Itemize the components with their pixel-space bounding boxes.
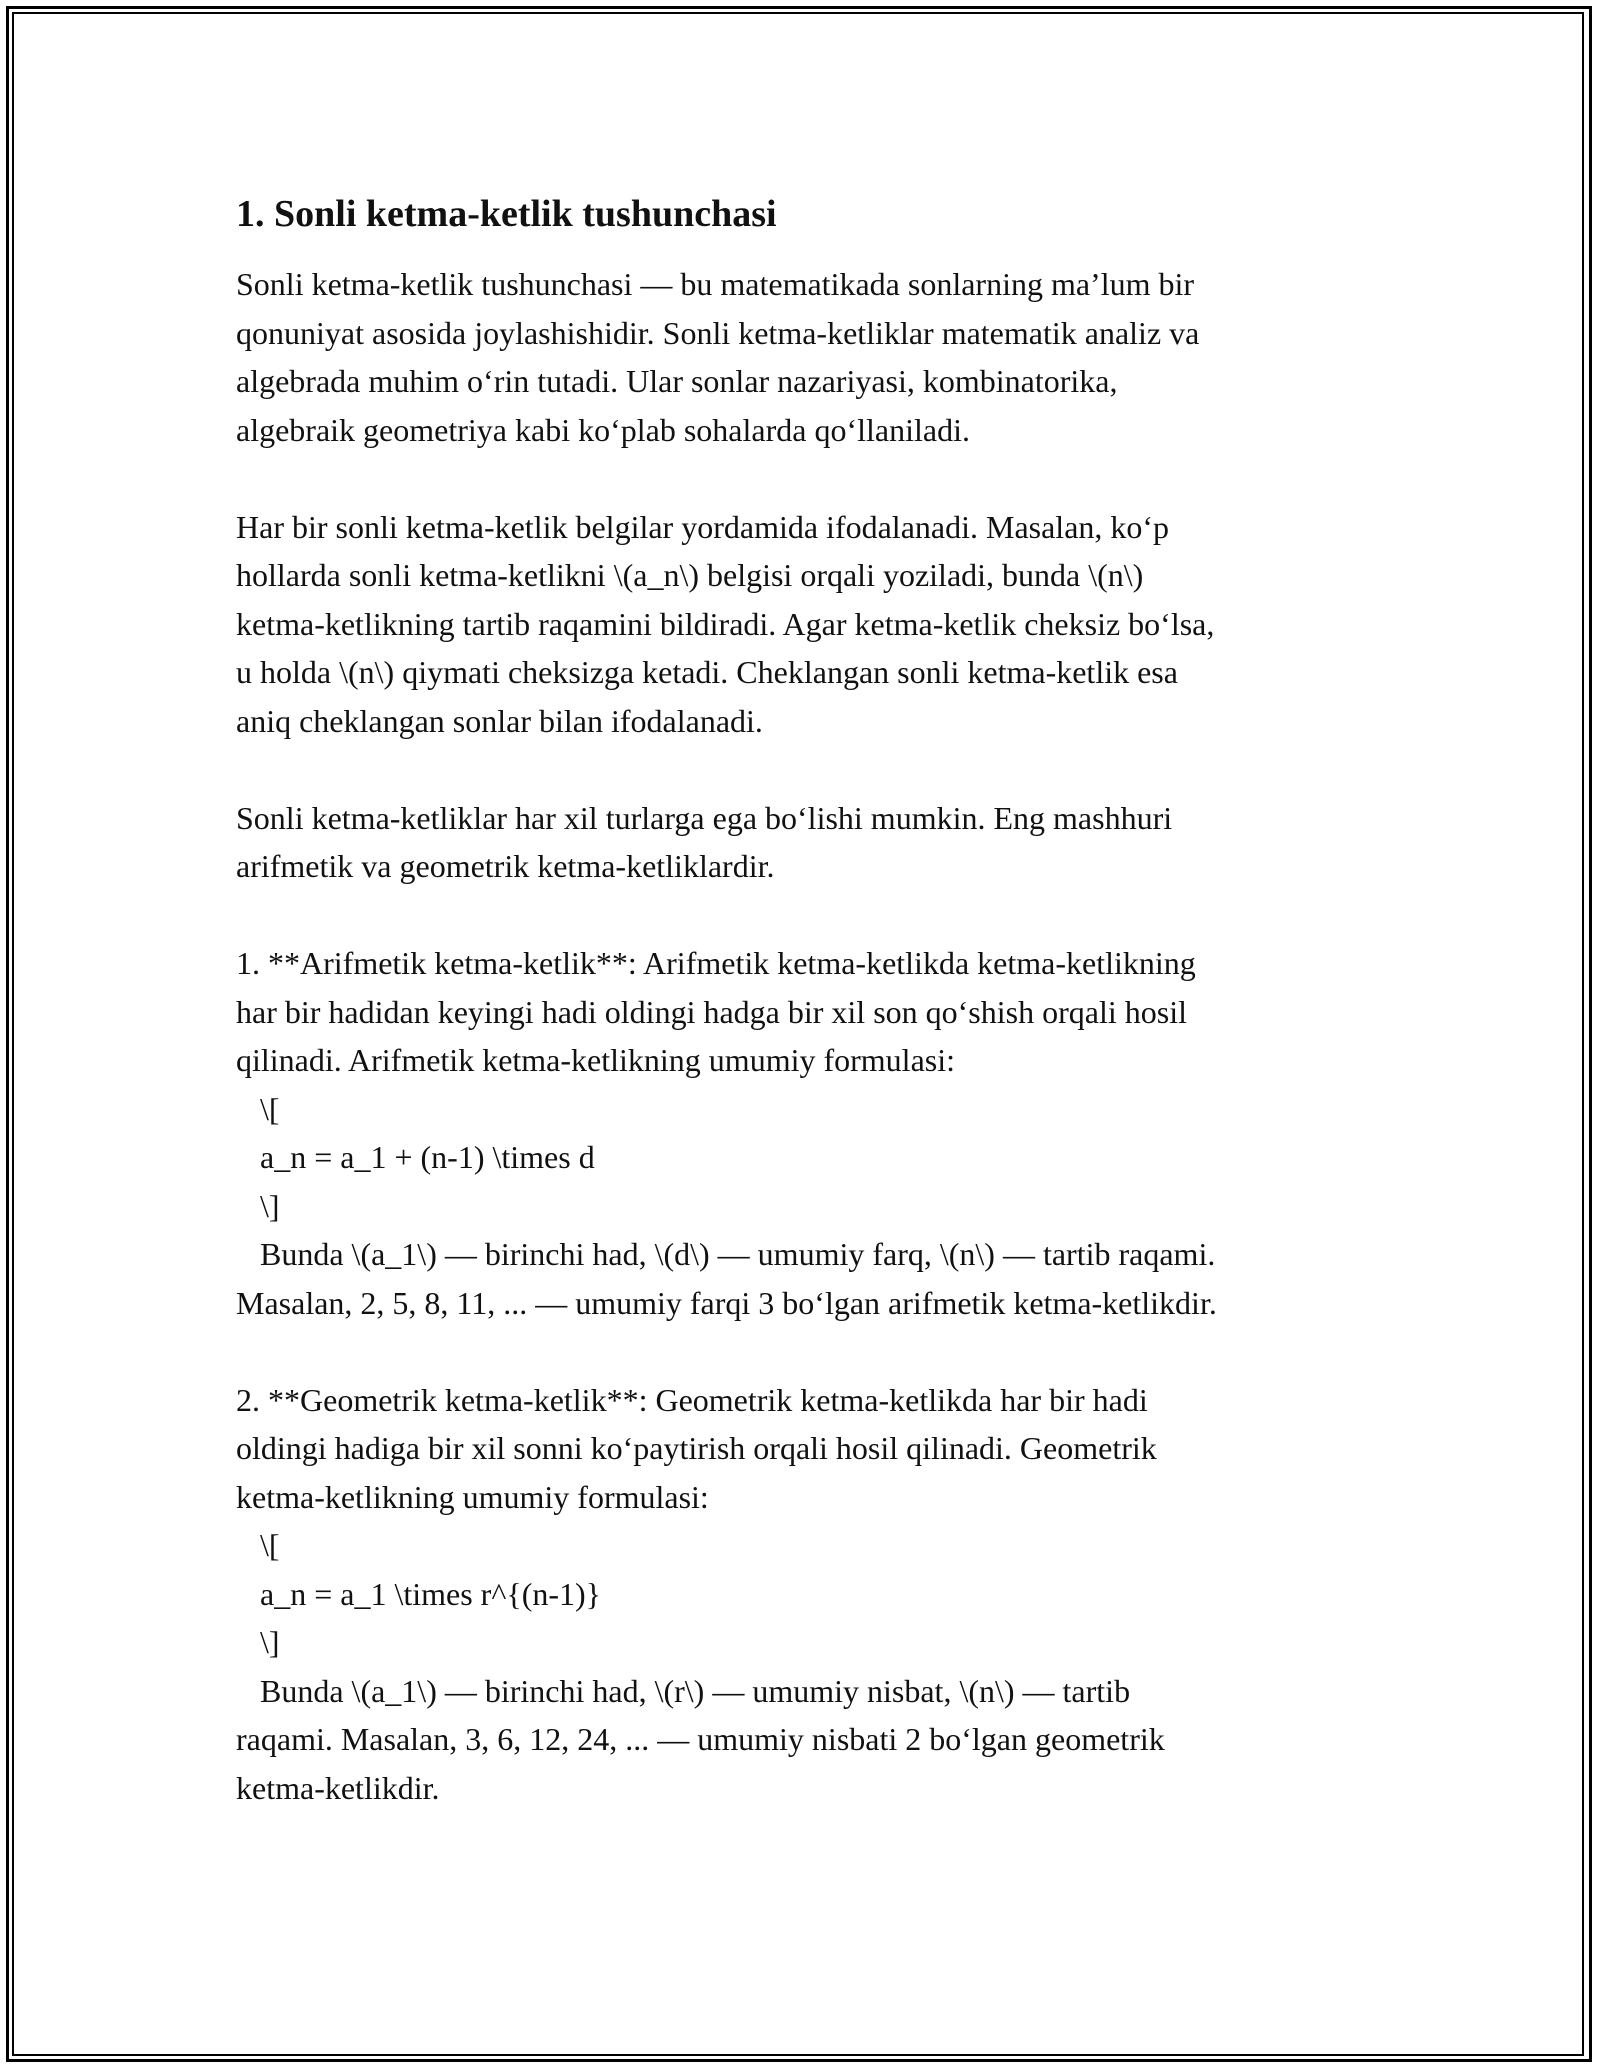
text-line: ketma-ketlikning umumiy formulasi:: [236, 1478, 709, 1515]
text-line: aniq cheklangan sonlar bilan ifodalanadi.: [236, 702, 763, 739]
text-line: hollarda sonli ketma-ketlikni \(a_n\) belgisi orqali yoziladi, bunda \(n\): [236, 557, 1144, 593]
text-line: 1. **Arifmetik ketma-ketlik**: Arifmetik ketma-ketlikda ketma-ketlikning: [236, 945, 1196, 981]
text-line: Har bir sonli ketma-ketlik belgilar yordamida ifodalanadi. Masalan, ko‘p: [236, 508, 1170, 545]
text-line: qilinadi. Arifmetik ketma-ketlikning umumiy formulasi:: [236, 1042, 955, 1078]
paragraph-gap: [236, 891, 1376, 940]
text-line: oldingi hadiga bir xil sonni ko‘paytirish orqali hosil qilinadi. Geometrik: [236, 1430, 1157, 1466]
paragraph-gap: [236, 454, 1376, 503]
formula-open: \[: [236, 1527, 280, 1563]
paragraph-types: [236, 794, 1376, 891]
section-title: 1. Sonli ketma-ketlik tushunchasi: [236, 193, 777, 235]
text-line: arifmetik va geometrik ketma-ketliklardir.: [236, 848, 775, 884]
text-line: ketma-ketlikning tartib raqamini bildiradi. Agar ketma-ketlik cheksiz bo‘lsa,: [236, 605, 1215, 642]
text-line: raqami. Masalan, 3, 6, 12, 24, ... — umumiy nisbati 2 bo‘lgan geometrik: [236, 1721, 1165, 1757]
text-line: Sonli ketma-ketlik tushunchasi — bu matematikada sonlarning ma’lum bir: [236, 266, 1195, 302]
text-line: har bir hadidan keyingi hadi oldingi hadga bir xil son qo‘shish orqali hosil: [236, 993, 1187, 1030]
formula-close: \]: [236, 1624, 280, 1660]
text-line: Bunda \(a_1\) — birinchi had, \(r\) — umumiy nisbat, \(n\) — tartib: [236, 1672, 1131, 1709]
paragraph-geometric: [236, 1376, 1376, 1813]
text-line: algebraik geometriya kabi ko‘plab sohalarda qo‘llaniladi.: [236, 411, 970, 448]
formula-open: \[: [236, 1090, 280, 1127]
text-line: Masalan, 2, 5, 8, 11, ... — umumiy farqi 3 bo‘lgan arifmetik ketma-ketlikdir.: [236, 1284, 1217, 1321]
formula-geometric: a_n = a_1 \times r^{(n-1)}: [236, 1575, 602, 1612]
text-line: algebrada muhim o‘rin tutadi. Ular sonlar nazariyasi, kombinatorika,: [236, 363, 1118, 399]
formula-arithmetic: a_n = a_1 + (n-1) \times d: [236, 1139, 595, 1175]
text-line: qonuniyat asosida joylashishidir. Sonli ketma-ketliklar matematik analiz va: [236, 314, 1200, 351]
paragraph-gap: [236, 745, 1376, 794]
formula-close: \]: [236, 1187, 280, 1224]
paragraph-notation: [236, 503, 1376, 746]
text-line: 2. **Geometrik ketma-ketlik**: Geometrik ketma-ketlikda har bir hadi: [236, 1381, 1148, 1418]
text-line: Sonli ketma-ketliklar har xil turlarga ega bo‘lishi mumkin. Eng mashhuri: [236, 799, 1173, 836]
text-line: Bunda \(a_1\) — birinchi had, \(d\) — umumiy farq, \(n\) — tartib raqami.: [236, 1236, 1216, 1272]
paragraph-intro: [236, 260, 1376, 454]
text-line: ketma-ketlikdir.: [236, 1769, 440, 1806]
paragraph-arithmetic: [236, 939, 1376, 1327]
document-body: [236, 188, 1376, 1812]
paragraph-gap: [236, 1327, 1376, 1376]
text-line: u holda \(n\) qiymati cheksizga ketadi. Cheklangan sonli ketma-ketlik esa: [236, 654, 1178, 690]
